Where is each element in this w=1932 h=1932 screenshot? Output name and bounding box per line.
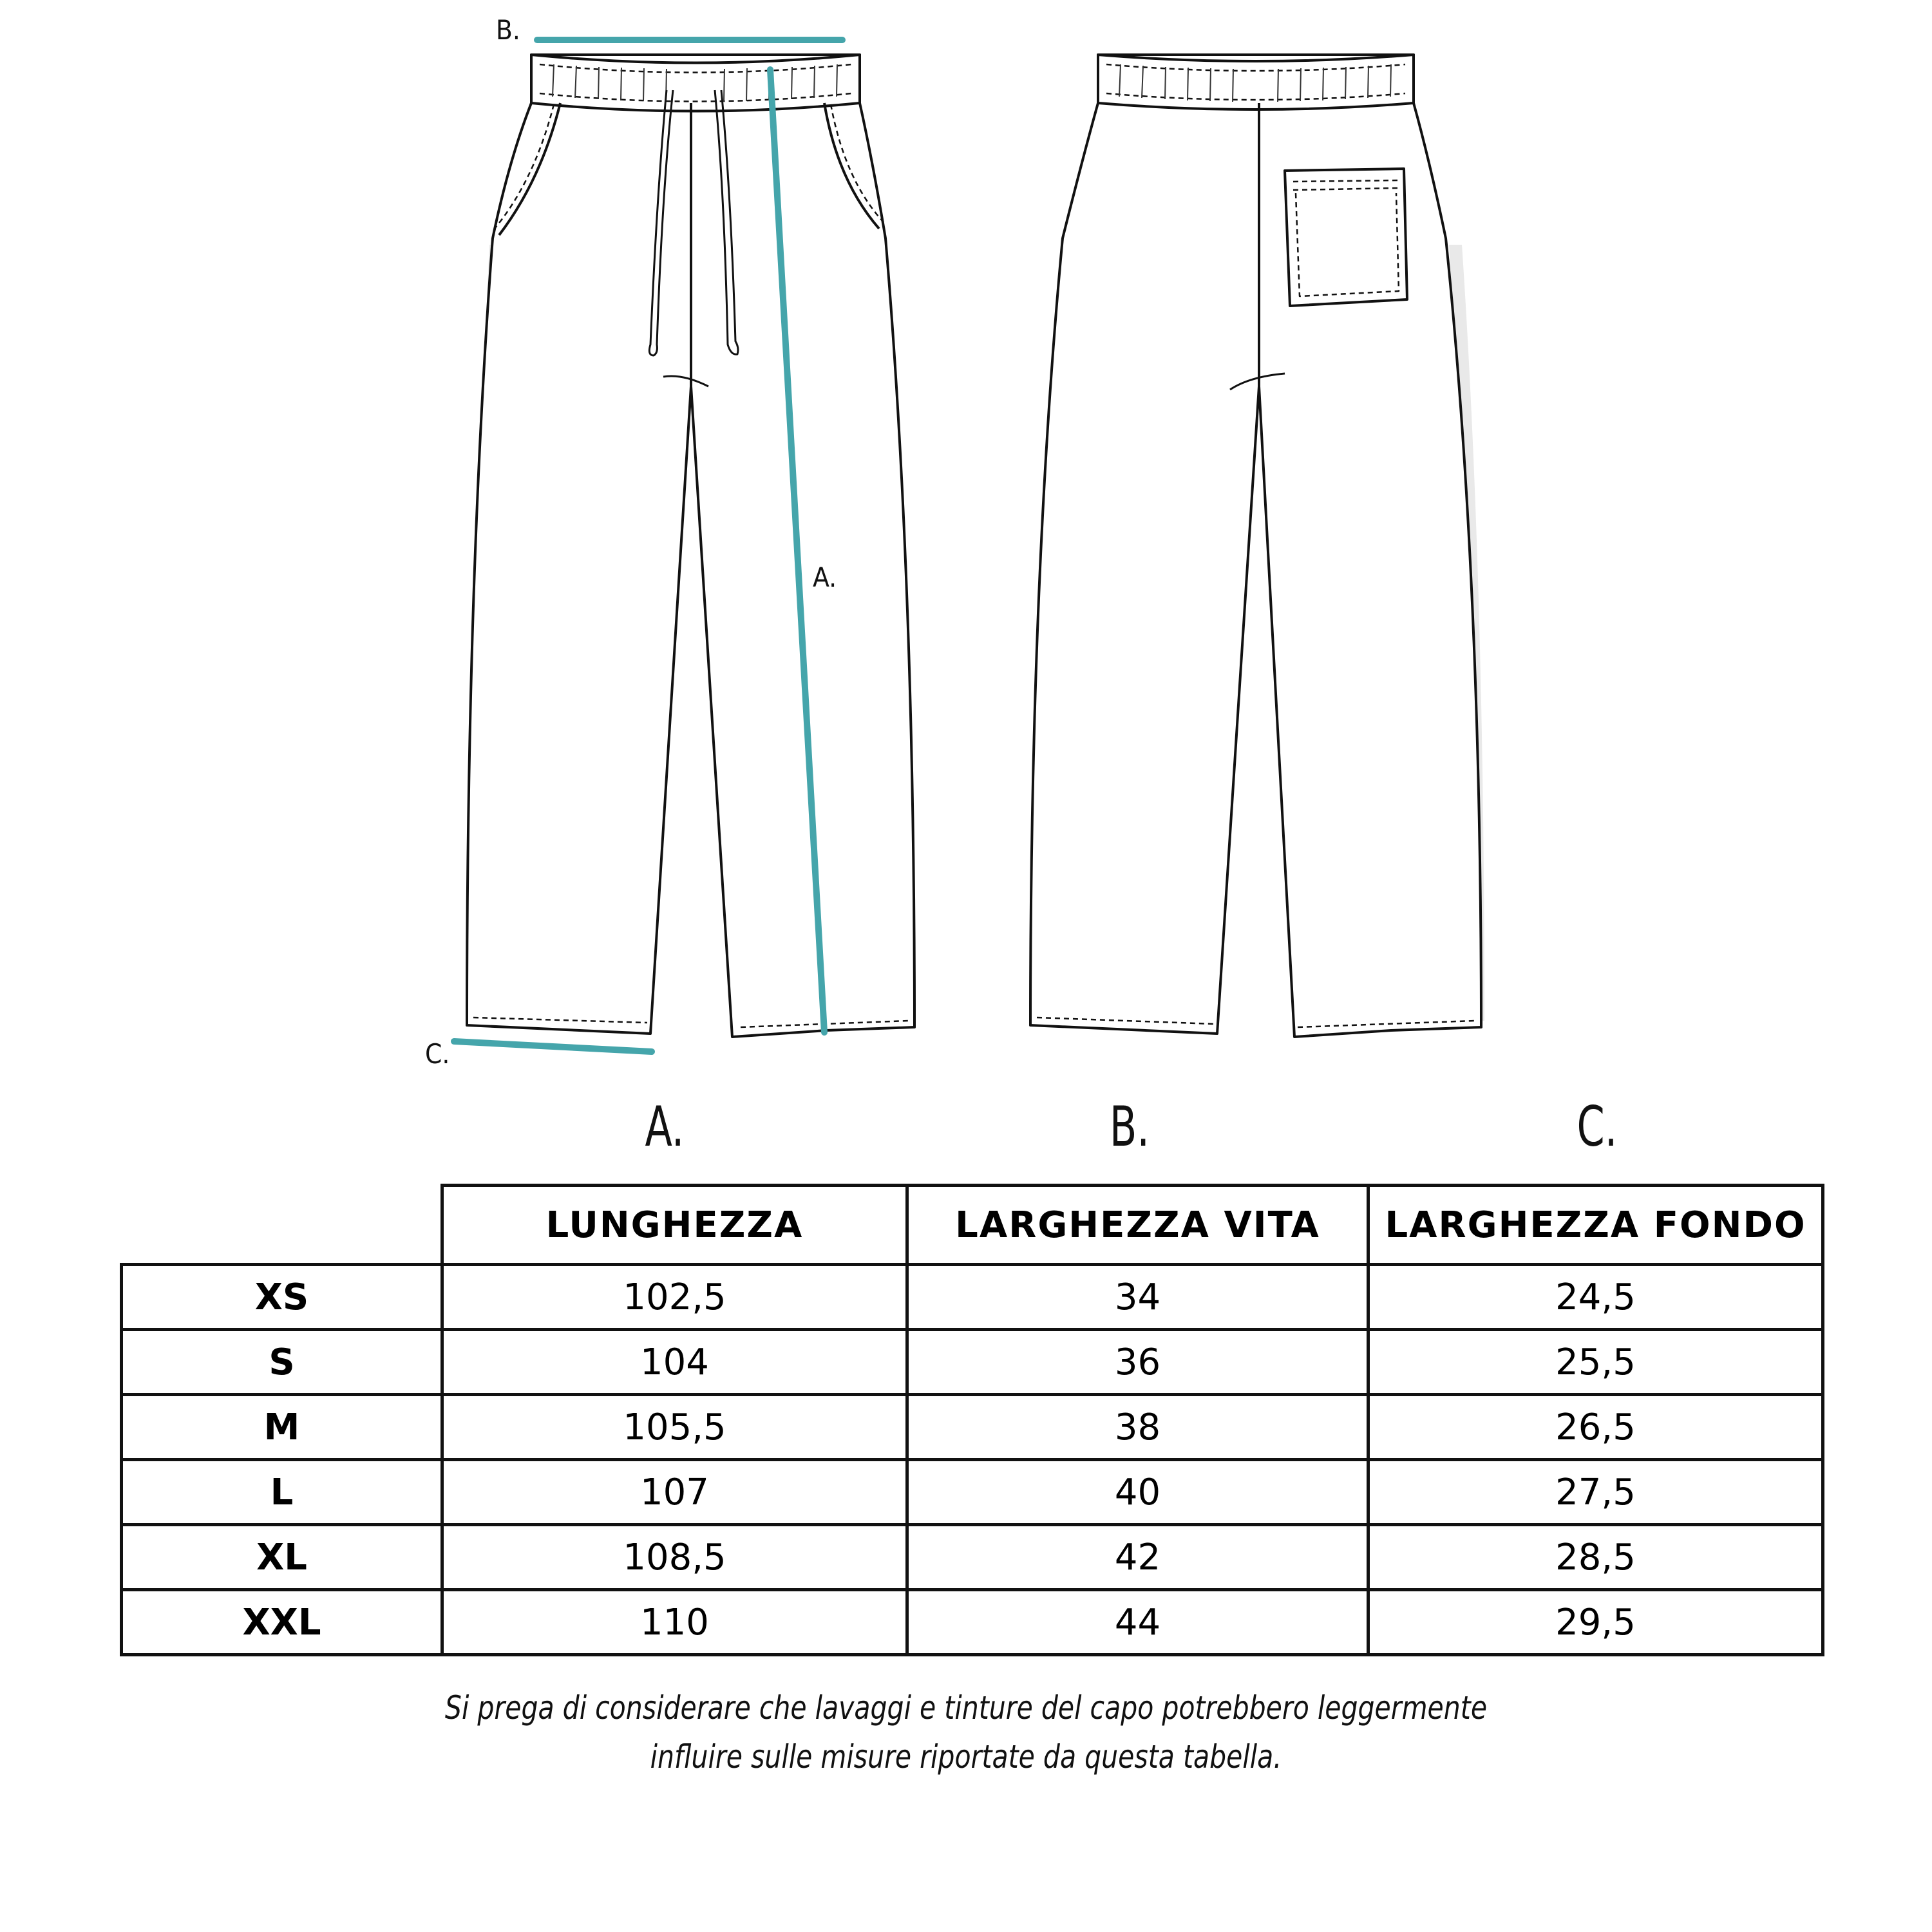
size-cell: L	[122, 1460, 442, 1525]
size-cell: XS	[122, 1265, 442, 1330]
size-cell: S	[122, 1330, 442, 1395]
header-larghezza-vita: LARGHEZZA VITA	[907, 1186, 1368, 1265]
value-cell: 27,5	[1368, 1460, 1823, 1525]
column-letter-b: B.	[1109, 1095, 1150, 1159]
value-cell: 28,5	[1368, 1525, 1823, 1590]
value-cell: 36	[907, 1330, 1368, 1395]
care-note-line-2: influire sulle misure riportate da questa tabella.	[650, 1738, 1282, 1776]
table-row	[122, 1330, 1823, 1395]
pants-back-view	[1030, 55, 1484, 1037]
header-lunghezza: LUNGHEZZA	[442, 1186, 907, 1265]
value-cell: 108,5	[442, 1525, 907, 1590]
size-cell: M	[122, 1395, 442, 1460]
header-corner	[122, 1186, 442, 1265]
care-note-line-1: Si prega di considerare che lavaggi e tinture del capo potrebbero leggermente	[444, 1689, 1488, 1727]
value-cell: 44	[907, 1590, 1368, 1655]
label-c: C.	[425, 1038, 450, 1070]
value-cell: 42	[907, 1525, 1368, 1590]
value-cell: 105,5	[442, 1395, 907, 1460]
value-cell: 24,5	[1368, 1265, 1823, 1330]
value-cell: 29,5	[1368, 1590, 1823, 1655]
column-letter-c: C.	[1577, 1095, 1618, 1159]
header-larghezza-fondo: LARGHEZZA FONDO	[1368, 1186, 1823, 1265]
value-cell: 110	[442, 1590, 907, 1655]
care-note	[0, 1683, 1932, 1781]
value-cell: 26,5	[1368, 1395, 1823, 1460]
column-letter-a: A.	[645, 1095, 685, 1159]
measure-line-c	[454, 1041, 652, 1052]
table-header-row	[122, 1186, 1823, 1265]
table-row	[122, 1395, 1823, 1460]
value-cell: 102,5	[442, 1265, 907, 1330]
label-a: A.	[813, 562, 837, 593]
label-b: B.	[496, 14, 520, 46]
table-row	[122, 1525, 1823, 1590]
value-cell: 104	[442, 1330, 907, 1395]
pants-front-view	[467, 55, 914, 1037]
value-cell: 38	[907, 1395, 1368, 1460]
table-row	[122, 1265, 1823, 1330]
table-row	[122, 1460, 1823, 1525]
value-cell: 40	[907, 1460, 1368, 1525]
size-cell: XL	[122, 1525, 442, 1590]
value-cell: 25,5	[1368, 1330, 1823, 1395]
table-row	[122, 1590, 1823, 1655]
value-cell: 34	[907, 1265, 1368, 1330]
size-cell: XXL	[122, 1590, 442, 1655]
size-table	[120, 1184, 1824, 1656]
value-cell: 107	[442, 1460, 907, 1525]
